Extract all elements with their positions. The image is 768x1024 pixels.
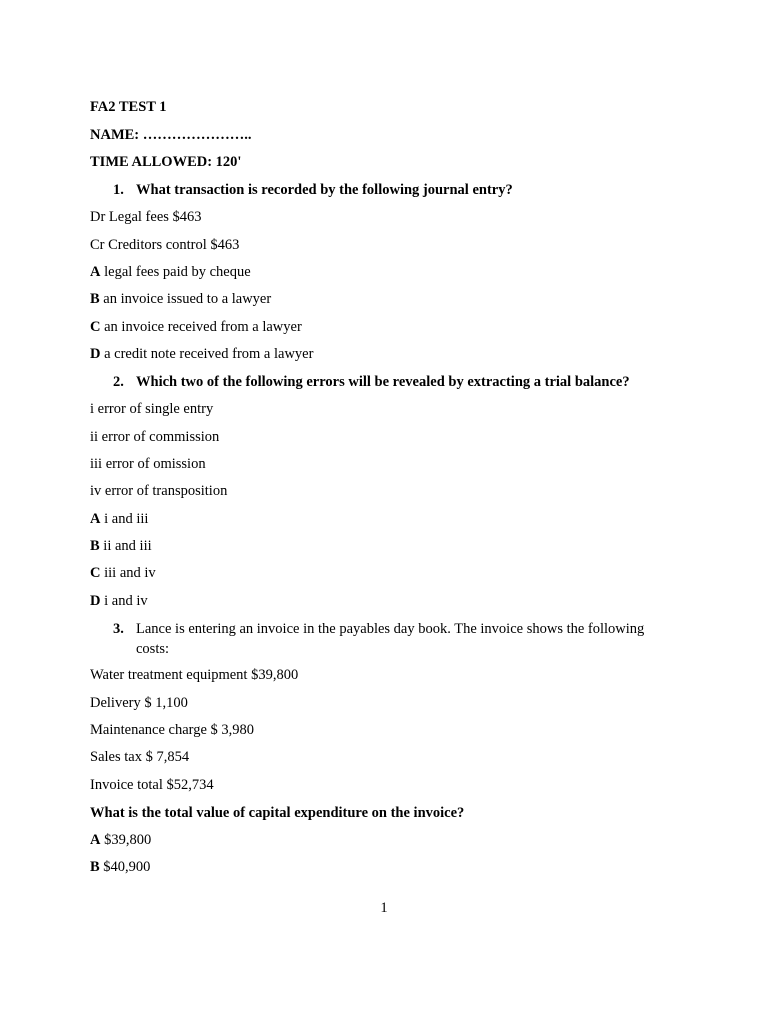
q1-option-c <box>90 318 302 336</box>
page-number: 1 <box>380 900 388 916</box>
option-text: i and iii <box>100 511 149 527</box>
option-letter: B <box>90 859 100 875</box>
q2-option-c <box>90 564 156 582</box>
option-text: ii and iii <box>99 538 152 554</box>
question-1-text: What transaction is recorded by the following journal entry? <box>136 182 513 198</box>
option-letter: D <box>90 593 101 609</box>
option-text: $39,800 <box>100 832 152 848</box>
time-allowed: TIME ALLOWED: 120' <box>90 154 242 170</box>
option-letter: C <box>90 565 101 581</box>
option-text: an invoice received from a lawyer <box>100 319 302 335</box>
option-text: i and iv <box>100 593 148 609</box>
q2-item-ii: ii error of commission <box>90 429 220 445</box>
question-3 <box>113 619 673 659</box>
option-text: iii and iv <box>100 565 156 581</box>
question-3-number: 3. <box>113 621 124 637</box>
q3-option-a <box>90 831 151 849</box>
option-letter: C <box>90 319 101 335</box>
option-letter: A <box>90 832 101 848</box>
question-2-text: Which two of the following errors will be revealed by extracting a trial balance? <box>136 374 630 390</box>
q3-invoice-total: Invoice total $52,734 <box>90 777 214 793</box>
journal-entry-credit: Cr Creditors control $463 <box>90 237 240 253</box>
journal-entry-debit: Dr Legal fees $463 <box>90 209 202 225</box>
q2-option-b <box>90 537 152 555</box>
option-letter: B <box>90 291 100 307</box>
q3-option-b <box>90 858 150 876</box>
q3-cost-equipment: Water treatment equipment $39,800 <box>90 667 299 683</box>
question-2-number: 2. <box>113 374 124 390</box>
q3-cost-delivery: Delivery $ 1,100 <box>90 695 188 711</box>
q2-item-iv: iv error of transposition <box>90 483 228 499</box>
question-1-number: 1. <box>113 182 124 198</box>
option-text: an invoice issued to a lawyer <box>99 291 272 307</box>
q2-item-i: i error of single entry <box>90 401 214 417</box>
question-3-intro: Lance is entering an invoice in the payables day book. The invoice shows the following costs: <box>136 621 645 657</box>
name-line: NAME: ………………….. <box>90 127 252 143</box>
test-title: FA2 TEST 1 <box>90 99 167 115</box>
q2-option-d <box>90 592 148 610</box>
q1-option-b <box>90 290 271 308</box>
q3-cost-maintenance: Maintenance charge $ 3,980 <box>90 722 255 738</box>
q2-item-iii: iii error of omission <box>90 456 206 472</box>
option-letter: A <box>90 511 101 527</box>
question-1 <box>113 181 513 199</box>
option-letter: D <box>90 346 101 362</box>
q2-option-a <box>90 510 148 528</box>
option-text: $40,900 <box>99 859 151 875</box>
question-3-text: What is the total value of capital expenditure on the invoice? <box>90 805 465 821</box>
option-text: a credit note received from a lawyer <box>100 346 314 362</box>
option-text: legal fees paid by cheque <box>100 264 251 280</box>
q3-cost-sales-tax: Sales tax $ 7,854 <box>90 749 190 765</box>
option-letter: A <box>90 264 101 280</box>
question-2 <box>113 373 630 391</box>
option-letter: B <box>90 538 100 554</box>
q1-option-d <box>90 345 313 363</box>
q1-option-a <box>90 263 251 281</box>
